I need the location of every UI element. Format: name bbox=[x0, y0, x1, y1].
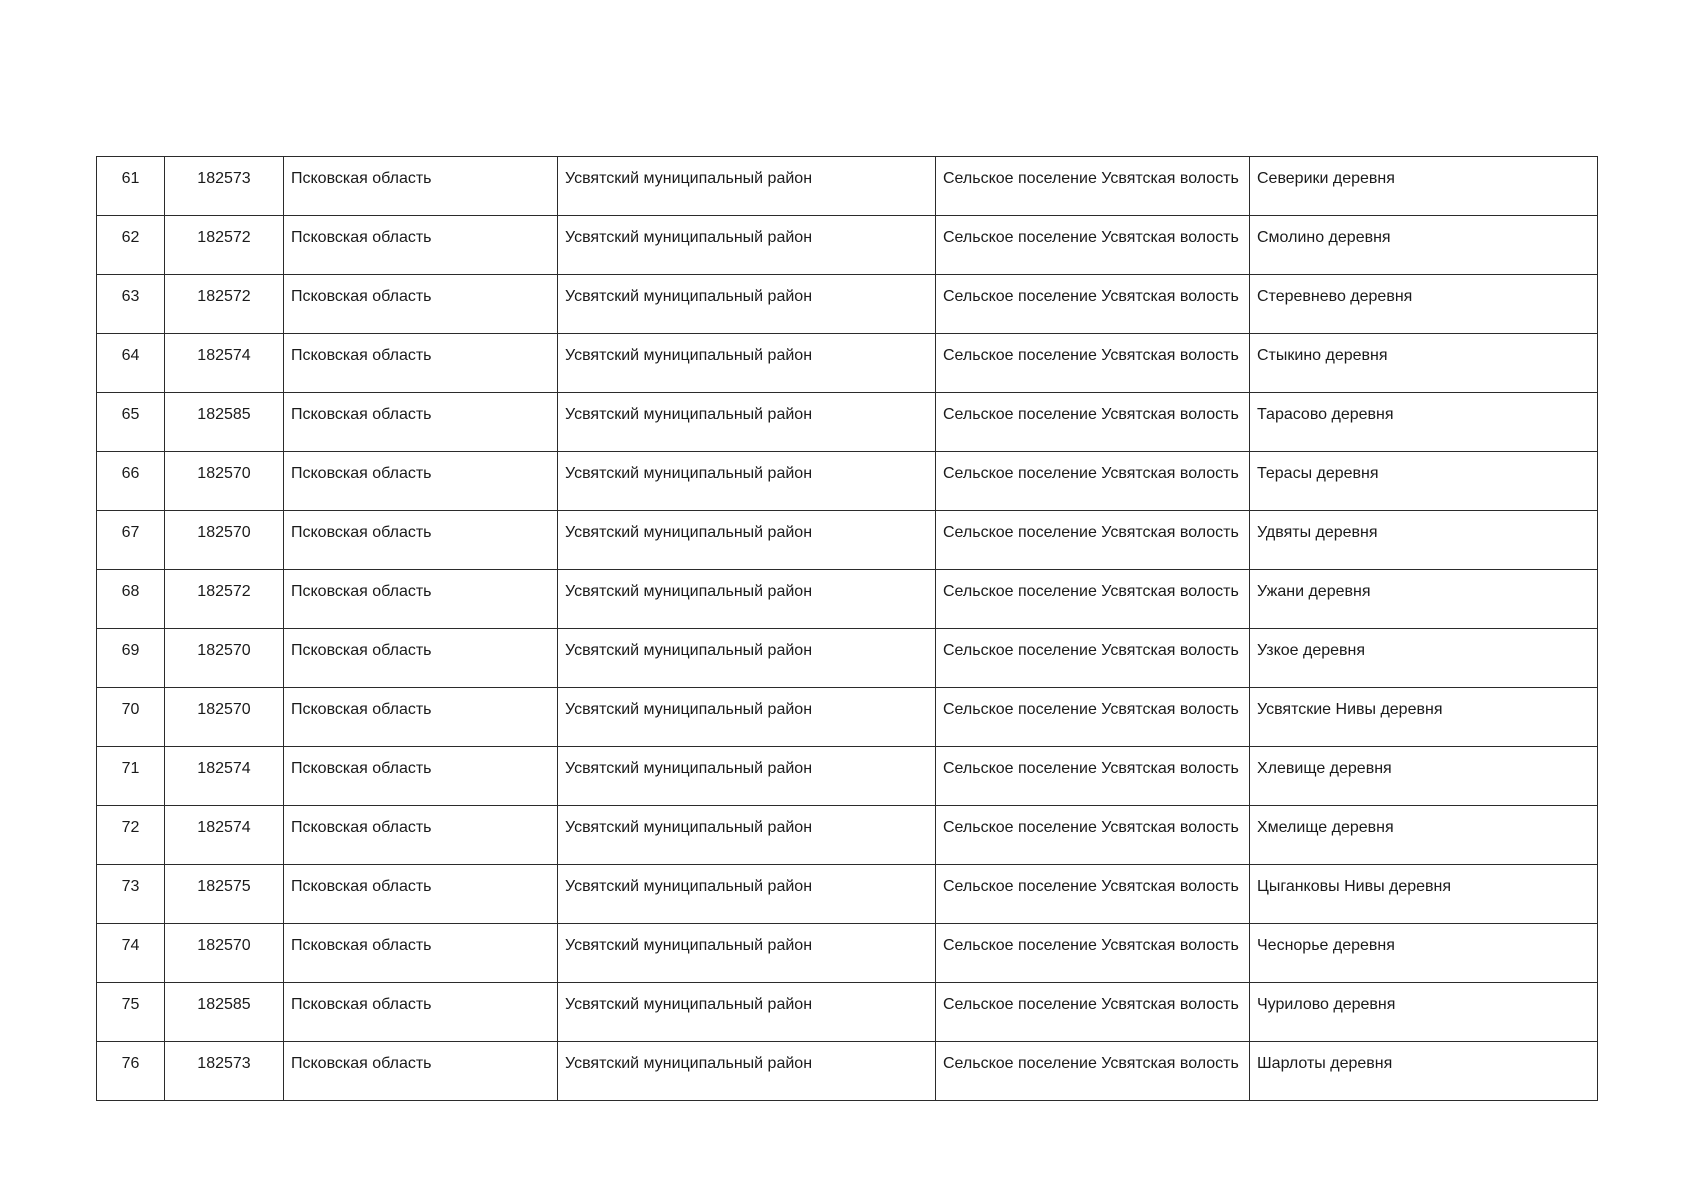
table-row bbox=[97, 747, 1598, 806]
settlement-cell: Сельское поселение Усвятская волость bbox=[936, 393, 1250, 452]
table-row bbox=[97, 334, 1598, 393]
postal-code-cell: 182574 bbox=[165, 747, 284, 806]
region-cell: Псковская область bbox=[284, 865, 558, 924]
settlement-cell: Сельское поселение Усвятская волость bbox=[936, 511, 1250, 570]
region-cell: Псковская область bbox=[284, 983, 558, 1042]
district-cell: Усвятский муниципальный район bbox=[558, 275, 936, 334]
district-cell: Усвятский муниципальный район bbox=[558, 688, 936, 747]
postal-code-cell: 182575 bbox=[165, 865, 284, 924]
postal-code-cell: 182574 bbox=[165, 334, 284, 393]
settlement-cell: Сельское поселение Усвятская волость bbox=[936, 157, 1250, 216]
locality-cell: Стеревнево деревня bbox=[1250, 275, 1598, 334]
district-cell: Усвятский муниципальный район bbox=[558, 629, 936, 688]
table-body bbox=[97, 157, 1598, 1101]
locality-cell: Тарасово деревня bbox=[1250, 393, 1598, 452]
district-cell: Усвятский муниципальный район bbox=[558, 157, 936, 216]
district-cell: Усвятский муниципальный район bbox=[558, 334, 936, 393]
table-row bbox=[97, 157, 1598, 216]
row-number-cell: 65 bbox=[97, 393, 165, 452]
region-cell: Псковская область bbox=[284, 511, 558, 570]
postal-code-cell: 182573 bbox=[165, 1042, 284, 1101]
district-cell: Усвятский муниципальный район bbox=[558, 570, 936, 629]
settlement-cell: Сельское поселение Усвятская волость bbox=[936, 806, 1250, 865]
table-row bbox=[97, 806, 1598, 865]
postal-code-cell: 182570 bbox=[165, 924, 284, 983]
district-cell: Усвятский муниципальный район bbox=[558, 806, 936, 865]
table-row bbox=[97, 216, 1598, 275]
settlement-cell: Сельское поселение Усвятская волость bbox=[936, 688, 1250, 747]
row-number-cell: 71 bbox=[97, 747, 165, 806]
postal-code-cell: 182574 bbox=[165, 806, 284, 865]
settlement-cell: Сельское поселение Усвятская волость bbox=[936, 570, 1250, 629]
table-row bbox=[97, 924, 1598, 983]
postal-code-cell: 182572 bbox=[165, 570, 284, 629]
region-cell: Псковская область bbox=[284, 688, 558, 747]
row-number-cell: 63 bbox=[97, 275, 165, 334]
locality-cell: Цыганковы Нивы деревня bbox=[1250, 865, 1598, 924]
region-cell: Псковская область bbox=[284, 1042, 558, 1101]
row-number-cell: 67 bbox=[97, 511, 165, 570]
settlement-cell: Сельское поселение Усвятская волость bbox=[936, 275, 1250, 334]
table-row bbox=[97, 688, 1598, 747]
row-number-cell: 61 bbox=[97, 157, 165, 216]
row-number-cell: 70 bbox=[97, 688, 165, 747]
postal-code-cell: 182570 bbox=[165, 629, 284, 688]
postal-code-cell: 182585 bbox=[165, 983, 284, 1042]
locality-cell: Хмелище деревня bbox=[1250, 806, 1598, 865]
row-number-cell: 66 bbox=[97, 452, 165, 511]
settlement-cell: Сельское поселение Усвятская волость bbox=[936, 1042, 1250, 1101]
district-cell: Усвятский муниципальный район bbox=[558, 452, 936, 511]
table-row bbox=[97, 629, 1598, 688]
settlement-cell: Сельское поселение Усвятская волость bbox=[936, 983, 1250, 1042]
settlement-cell: Сельское поселение Усвятская волость bbox=[936, 334, 1250, 393]
region-cell: Псковская область bbox=[284, 806, 558, 865]
table-row bbox=[97, 983, 1598, 1042]
postal-code-cell: 182573 bbox=[165, 157, 284, 216]
row-number-cell: 76 bbox=[97, 1042, 165, 1101]
region-cell: Псковская область bbox=[284, 452, 558, 511]
locality-cell: Узкое деревня bbox=[1250, 629, 1598, 688]
table-row bbox=[97, 570, 1598, 629]
locality-cell: Удвяты деревня bbox=[1250, 511, 1598, 570]
locality-cell: Смолино деревня bbox=[1250, 216, 1598, 275]
settlement-cell: Сельское поселение Усвятская волость bbox=[936, 865, 1250, 924]
district-cell: Усвятский муниципальный район bbox=[558, 393, 936, 452]
row-number-cell: 64 bbox=[97, 334, 165, 393]
locality-cell: Терасы деревня bbox=[1250, 452, 1598, 511]
postal-code-cell: 182570 bbox=[165, 452, 284, 511]
settlement-cell: Сельское поселение Усвятская волость bbox=[936, 452, 1250, 511]
row-number-cell: 75 bbox=[97, 983, 165, 1042]
locality-cell: Северики деревня bbox=[1250, 157, 1598, 216]
row-number-cell: 74 bbox=[97, 924, 165, 983]
district-cell: Усвятский муниципальный район bbox=[558, 747, 936, 806]
postal-code-cell: 182572 bbox=[165, 216, 284, 275]
postal-code-cell: 182570 bbox=[165, 688, 284, 747]
region-cell: Псковская область bbox=[284, 275, 558, 334]
district-cell: Усвятский муниципальный район bbox=[558, 983, 936, 1042]
table-row bbox=[97, 393, 1598, 452]
table-row bbox=[97, 452, 1598, 511]
row-number-cell: 73 bbox=[97, 865, 165, 924]
settlement-cell: Сельское поселение Усвятская волость bbox=[936, 924, 1250, 983]
locality-cell: Шарлоты деревня bbox=[1250, 1042, 1598, 1101]
region-cell: Псковская область bbox=[284, 216, 558, 275]
row-number-cell: 69 bbox=[97, 629, 165, 688]
district-cell: Усвятский муниципальный район bbox=[558, 865, 936, 924]
region-cell: Псковская область bbox=[284, 393, 558, 452]
locality-cell: Усвятские Нивы деревня bbox=[1250, 688, 1598, 747]
postal-code-cell: 182572 bbox=[165, 275, 284, 334]
district-cell: Усвятский муниципальный район bbox=[558, 216, 936, 275]
locality-cell: Хлевище деревня bbox=[1250, 747, 1598, 806]
row-number-cell: 68 bbox=[97, 570, 165, 629]
region-cell: Псковская область bbox=[284, 629, 558, 688]
settlement-cell: Сельское поселение Усвятская волость bbox=[936, 747, 1250, 806]
row-number-cell: 72 bbox=[97, 806, 165, 865]
table-row bbox=[97, 865, 1598, 924]
district-cell: Усвятский муниципальный район bbox=[558, 1042, 936, 1101]
region-cell: Псковская область bbox=[284, 157, 558, 216]
region-cell: Псковская область bbox=[284, 334, 558, 393]
settlement-cell: Сельское поселение Усвятская волость bbox=[936, 216, 1250, 275]
locality-cell: Чурилово деревня bbox=[1250, 983, 1598, 1042]
region-cell: Псковская область bbox=[284, 747, 558, 806]
region-cell: Псковская область bbox=[284, 924, 558, 983]
table-row bbox=[97, 1042, 1598, 1101]
settlements-table bbox=[96, 156, 1598, 1101]
postal-code-cell: 182585 bbox=[165, 393, 284, 452]
locality-cell: Ужани деревня bbox=[1250, 570, 1598, 629]
table-row bbox=[97, 511, 1598, 570]
district-cell: Усвятский муниципальный район bbox=[558, 511, 936, 570]
postal-code-cell: 182570 bbox=[165, 511, 284, 570]
district-cell: Усвятский муниципальный район bbox=[558, 924, 936, 983]
table-row bbox=[97, 275, 1598, 334]
row-number-cell: 62 bbox=[97, 216, 165, 275]
locality-cell: Стыкино деревня bbox=[1250, 334, 1598, 393]
locality-cell: Чеснорье деревня bbox=[1250, 924, 1598, 983]
region-cell: Псковская область bbox=[284, 570, 558, 629]
settlement-cell: Сельское поселение Усвятская волость bbox=[936, 629, 1250, 688]
